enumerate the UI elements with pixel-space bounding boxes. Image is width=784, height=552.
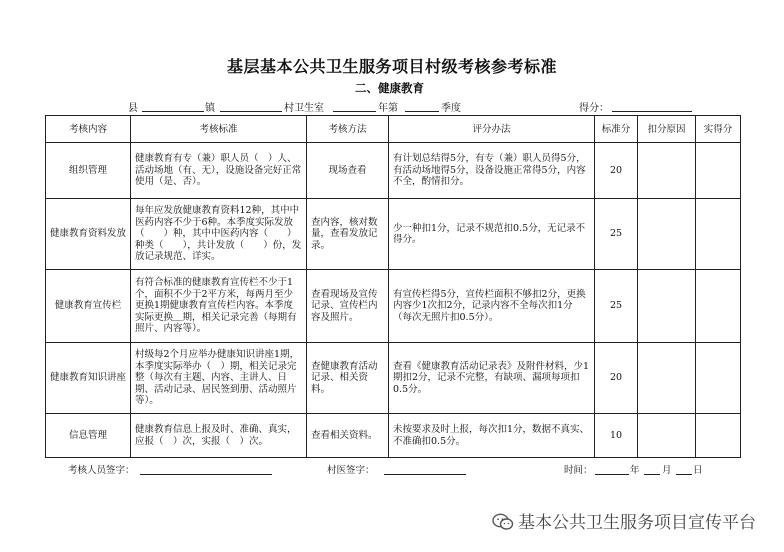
doctor-signature-label: 村医签字：: [327, 465, 375, 476]
watermark: [492, 508, 756, 533]
table-row: [46, 143, 741, 199]
standard-cell: 村级每2个月应举办健康知识讲座1期，本季度实际举办（ ）期，相关记录完整（每次有主题、内容、主讲人、日期、活动记录、居民签到册、活动照片等）。: [131, 343, 307, 414]
year-blank[interactable]: [595, 474, 629, 475]
examiner-signature-label: 考核人员签字：: [68, 465, 135, 476]
actual-score-cell[interactable]: [696, 343, 741, 414]
actual-score-cell[interactable]: [696, 143, 741, 199]
deduction-reason-cell[interactable]: [638, 199, 696, 270]
standard-cell: 每年应发放健康教育资料12种，其中中医药内容不少于6种。本季度实际发放（ ）种，其中中医药内容（ ）种类（ ），共计发放（ ）份，发放记录规范、详实。: [131, 199, 307, 270]
deduction-reason-cell[interactable]: [638, 143, 696, 199]
method-cell: 查看相关资料。: [307, 414, 389, 458]
watermark-text: 基本公共卫生服务项目宣传平台: [518, 513, 756, 533]
method-cell: 查健康教育活动记录、相关资料。: [307, 343, 389, 414]
date-month-label: 月: [662, 465, 672, 476]
town-blank: [220, 111, 282, 112]
actual-score-cell[interactable]: [696, 414, 741, 458]
quarter-blank: [405, 111, 439, 112]
header-cell: 考核标准: [131, 116, 307, 143]
header-cell: 考核方法: [307, 116, 389, 143]
standard-cell: 有符合标准的健康教育宣传栏不少于1个，面积不少于2平方米，每两月至少更换1期健康教育宣传栏内容。本季度实际更换＿期，相关记录完善（每期有照片、内容等）。: [131, 270, 307, 343]
year-blank: [350, 111, 376, 112]
points-cell: 20: [595, 143, 638, 199]
header-fill-line: [0, 99, 784, 113]
points-cell: 25: [595, 199, 638, 270]
month-blank[interactable]: [644, 474, 660, 475]
year-label: 年第: [378, 103, 398, 114]
standard-cell: 健康教育信息上报及时、准确、真实，应报（ ）次，实报（ ）次。: [131, 414, 307, 458]
header-cell: 扣分原因: [638, 116, 696, 143]
table-header-row: [46, 116, 741, 143]
deduction-reason-cell[interactable]: [638, 343, 696, 414]
date-label: 时间：: [564, 465, 593, 476]
actual-score-cell[interactable]: [696, 199, 741, 270]
deduction-reason-cell[interactable]: [638, 414, 696, 458]
county-blank: [142, 111, 204, 112]
method-cell: 现场查看: [307, 143, 389, 199]
table-row: [46, 270, 741, 343]
table-row: [46, 414, 741, 458]
points-cell: 10: [595, 414, 638, 458]
item-cell: 健康教育宣传栏: [46, 270, 131, 343]
table-row: [46, 343, 741, 414]
item-cell: 组织管理: [46, 143, 131, 199]
date-day-label: 日: [693, 465, 703, 476]
points-cell: 25: [595, 270, 638, 343]
points-cell: 20: [595, 343, 638, 414]
score-blank: [612, 111, 692, 112]
clinic-label: 村卫生室: [284, 103, 324, 114]
header-cell: 评分办法: [389, 116, 595, 143]
item-cell: 信息管理: [46, 414, 131, 458]
header-cell: 标准分: [595, 116, 638, 143]
date-year-label: 年: [630, 465, 640, 476]
standard-cell: 健康教育有专（兼）职人员（ ）人、活动场地（有、无），设施设备完好正常使用（是、否）。: [131, 143, 307, 199]
doctor-signature-blank[interactable]: [384, 474, 466, 475]
scoring-cell: 未按要求及时上报，每次扣1分，数据不真实、不准确扣0.5分。: [389, 414, 595, 458]
deduction-reason-cell[interactable]: [638, 270, 696, 343]
examiner-signature-blank[interactable]: [140, 474, 272, 475]
method-cell: 查内容，核对数量，查看发放记录。: [307, 199, 389, 270]
scoring-cell: 有宣传栏得5分，宣传栏面积不够扣2分，更换内容少1次扣2分，记录内容不全每次扣1分（每次无照片扣0.5分）。: [389, 270, 595, 343]
assessment-table: [45, 115, 741, 458]
section-subtitle: 二、健康教育: [355, 81, 424, 95]
county-label: 县: [128, 103, 138, 114]
item-cell: 健康教育资料发放: [46, 199, 131, 270]
quarter-label: 季度: [441, 103, 461, 114]
score-label: 得分：: [579, 103, 609, 114]
table-row: [46, 199, 741, 270]
day-blank[interactable]: [676, 474, 692, 475]
header-cell: 实得分: [696, 116, 741, 143]
actual-score-cell[interactable]: [696, 270, 741, 343]
town-label: 镇: [205, 103, 215, 114]
scoring-cell: 有计划总结得5分，有专（兼）职人员得5分，有活动场地得5分，设备设施正常得5分，内容不全，酌情扣分。: [389, 143, 595, 199]
item-cell: 健康教育知识讲座: [46, 343, 131, 414]
scoring-cell: 少一种扣1分，记录不规范扣0.5分，无记录不得分。: [389, 199, 595, 270]
document-title: 基层基本公共卫生服务项目村级考核参考标准: [226, 57, 557, 76]
header-cell: 考核内容: [46, 116, 131, 143]
signature-line: [0, 462, 784, 478]
wechat-icon: [492, 513, 514, 531]
scoring-cell: 查看《健康教育活动记录表》及附件材料，少1期扣2分，记录不完整，有缺项、漏项每项扣0.5分。: [389, 343, 595, 414]
method-cell: 查看现场及宣传记录、宣传栏内容及照片。: [307, 270, 389, 343]
